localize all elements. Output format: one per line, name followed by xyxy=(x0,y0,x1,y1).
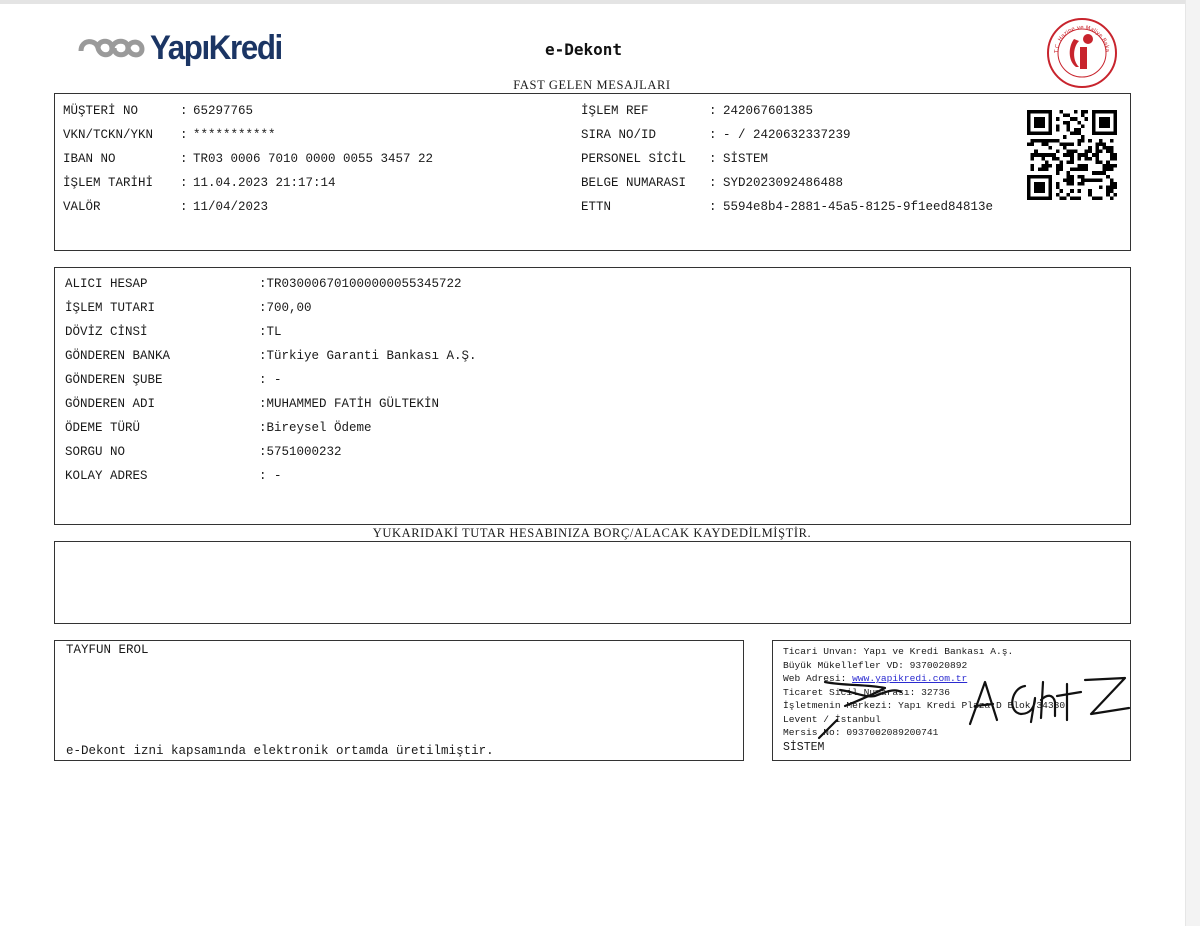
qr-module xyxy=(1031,139,1035,143)
qr-module xyxy=(1113,182,1117,186)
qr-module xyxy=(1088,139,1092,143)
qr-module xyxy=(1070,160,1074,164)
customer-field-separator: : xyxy=(180,200,188,214)
qr-module xyxy=(1074,150,1078,154)
qr-module xyxy=(1059,196,1063,200)
web-address-link[interactable]: www.yapikredi.com.tr xyxy=(852,673,968,684)
qr-module xyxy=(1070,150,1074,154)
qr-module xyxy=(1113,153,1117,157)
qr-module xyxy=(1077,153,1081,157)
qr-module xyxy=(1081,182,1085,186)
qr-module xyxy=(1081,153,1085,157)
qr-module xyxy=(1059,164,1063,168)
qr-module xyxy=(1045,142,1049,146)
qr-module xyxy=(1056,171,1060,175)
signer-label: SİSTEM xyxy=(783,741,825,754)
qr-module xyxy=(1067,142,1071,146)
qr-module xyxy=(1077,157,1081,161)
qr-module xyxy=(1110,153,1114,157)
qr-module xyxy=(1085,168,1089,172)
qr-module xyxy=(1103,171,1107,175)
customer-field-separator: : xyxy=(180,104,188,118)
customer-name: TAYFUN EROL xyxy=(66,643,149,657)
qr-module xyxy=(1031,164,1035,168)
qr-module xyxy=(1106,164,1110,168)
qr-module xyxy=(1067,121,1071,125)
qr-module xyxy=(1106,168,1110,172)
headquarters-city: Levent / İstanbul xyxy=(783,714,881,725)
qr-module xyxy=(1088,150,1092,154)
qr-module xyxy=(1099,186,1103,190)
transaction-ref-field-label: İŞLEM REF xyxy=(581,104,649,118)
transaction-details-box xyxy=(54,267,1131,525)
qr-module xyxy=(1063,146,1067,150)
transaction-ref-field-label: BELGE NUMARASI xyxy=(581,176,687,190)
transaction-field-label: KOLAY ADRES xyxy=(65,469,148,483)
qr-module xyxy=(1063,135,1067,139)
customer-field-value: *********** xyxy=(193,128,276,142)
qr-module xyxy=(1031,157,1035,161)
qr-module xyxy=(1077,139,1081,143)
headquarters: İşletmenin Merkezi: Yapı Kredi Plaza D Blok 34330 xyxy=(783,700,1066,711)
tax-office: Büyük Mükellefler VD: 9370020892 xyxy=(783,660,968,671)
transaction-ref-field-separator: : xyxy=(709,152,717,166)
qr-module xyxy=(1081,114,1085,118)
qr-module xyxy=(1113,193,1117,197)
transaction-field-label: GÖNDEREN BANKA xyxy=(65,349,171,363)
page-right-edge xyxy=(1185,0,1200,926)
qr-module xyxy=(1070,117,1074,121)
qr-module xyxy=(1063,142,1067,146)
qr-module xyxy=(1085,110,1089,114)
qr-module xyxy=(1110,157,1114,161)
qr-code-icon xyxy=(1027,110,1117,200)
qr-module xyxy=(1067,124,1071,128)
qr-module xyxy=(1034,182,1045,193)
transaction-field-label: İŞLEM TUTARI xyxy=(65,301,156,315)
qr-module xyxy=(1052,153,1056,157)
section-title-fast: FAST GELEN MESAJLARI xyxy=(513,78,671,92)
qr-module xyxy=(1113,164,1117,168)
transaction-field-value: :TL xyxy=(259,325,282,339)
qr-module xyxy=(1088,157,1092,161)
qr-module xyxy=(1110,150,1114,154)
transaction-field-label: ÖDEME TÜRÜ xyxy=(65,421,141,435)
qr-module xyxy=(1085,117,1089,121)
qr-module xyxy=(1059,168,1063,172)
qr-module xyxy=(1095,157,1099,161)
qr-module xyxy=(1099,142,1103,146)
qr-module xyxy=(1110,168,1114,172)
footer-left-box xyxy=(54,640,744,761)
qr-module xyxy=(1056,186,1060,190)
document-title: e-Dekont xyxy=(545,40,623,59)
transaction-ref-field-separator: : xyxy=(709,128,717,142)
qr-module xyxy=(1106,186,1110,190)
qr-module xyxy=(1045,168,1049,172)
qr-module xyxy=(1034,153,1038,157)
qr-module xyxy=(1049,153,1053,157)
customer-field-label: İŞLEM TARİHİ xyxy=(63,176,154,190)
qr-module xyxy=(1095,142,1099,146)
qr-module xyxy=(1077,189,1081,193)
qr-module xyxy=(1056,139,1060,143)
qr-module xyxy=(1067,128,1071,132)
qr-module xyxy=(1077,196,1081,200)
qr-module xyxy=(1059,160,1063,164)
transaction-ref-field-separator: : xyxy=(709,176,717,190)
qr-module xyxy=(1045,139,1049,143)
qr-module xyxy=(1085,164,1089,168)
qr-module xyxy=(1103,142,1107,146)
qr-module xyxy=(1045,160,1049,164)
qr-module xyxy=(1110,139,1114,143)
trade-name: Ticari Unvan: Yapı ve Kredi Bankası A.ş. xyxy=(783,646,1014,657)
qr-module xyxy=(1085,153,1089,157)
qr-module xyxy=(1074,168,1078,172)
yapikredi-mark-icon xyxy=(76,31,146,65)
qr-module xyxy=(1092,196,1096,200)
transaction-ref-field-label: ETTN xyxy=(581,200,612,214)
qr-module xyxy=(1077,182,1081,186)
transaction-ref-field-value: SYD2023092486488 xyxy=(723,176,844,190)
qr-module xyxy=(1056,117,1060,121)
qr-module xyxy=(1063,196,1067,200)
qr-module xyxy=(1077,168,1081,172)
transaction-field-label: GÖNDEREN ADI xyxy=(65,397,156,411)
transaction-ref-field-value: 5594e8b4-2881-45a5-8125-9f1eed84813e xyxy=(723,200,994,214)
qr-module xyxy=(1077,128,1081,132)
qr-module xyxy=(1092,171,1096,175)
qr-module xyxy=(1038,153,1042,157)
qr-module xyxy=(1063,178,1067,182)
qr-module xyxy=(1056,124,1060,128)
qr-module xyxy=(1110,189,1114,193)
qr-module xyxy=(1067,178,1071,182)
transaction-field-value: :700,00 xyxy=(259,301,312,315)
customer-field-value: 11/04/2023 xyxy=(193,200,269,214)
transaction-field-value: :MUHAMMED FATİH GÜLTEKİN xyxy=(259,397,440,411)
qr-module xyxy=(1088,189,1092,193)
qr-module xyxy=(1056,164,1060,168)
empty-notes-box xyxy=(54,541,1131,624)
customer-field-separator: : xyxy=(180,152,188,166)
customer-field-value: TR03 0006 7010 0000 0055 3457 22 xyxy=(193,152,434,166)
e-dekont-note: e-Dekont izni kapsamında elektronik ortamda üretilmiştir. xyxy=(66,744,494,758)
transaction-field-value: :5751000232 xyxy=(259,445,342,459)
qr-module xyxy=(1067,193,1071,197)
qr-module xyxy=(1070,189,1074,193)
footer-right-box xyxy=(772,640,1131,761)
qr-module xyxy=(1077,132,1081,136)
qr-module xyxy=(1056,150,1060,154)
transaction-ref-field-separator: : xyxy=(709,200,717,214)
qr-module xyxy=(1056,193,1060,197)
qr-module xyxy=(1041,153,1045,157)
transaction-field-value: : - xyxy=(259,469,282,483)
qr-module xyxy=(1077,175,1081,179)
qr-module xyxy=(1067,171,1071,175)
qr-module xyxy=(1099,117,1110,128)
qr-module xyxy=(1110,182,1114,186)
customer-field-label: VKN/TCKN/YKN xyxy=(63,128,154,142)
qr-module xyxy=(1070,182,1074,186)
qr-module xyxy=(1049,146,1053,150)
qr-module xyxy=(1081,164,1085,168)
qr-module xyxy=(1081,124,1085,128)
qr-module xyxy=(1110,196,1114,200)
qr-module xyxy=(1063,114,1067,118)
transaction-field-value: : - xyxy=(259,373,282,387)
customer-field-separator: : xyxy=(180,176,188,190)
qr-module xyxy=(1103,146,1107,150)
qr-module xyxy=(1034,139,1038,143)
qr-module xyxy=(1034,117,1045,128)
transaction-ref-field-value: SİSTEM xyxy=(723,152,769,166)
qr-module xyxy=(1099,150,1103,154)
qr-module xyxy=(1106,193,1110,197)
customer-field-label: MÜŞTERİ NO xyxy=(63,104,139,118)
transaction-field-value: :Bireysel Ödeme xyxy=(259,421,372,435)
qr-module xyxy=(1077,121,1081,125)
qr-module xyxy=(1045,153,1049,157)
transaction-field-label: SORGU NO xyxy=(65,445,126,459)
qr-module xyxy=(1088,193,1092,197)
qr-module xyxy=(1106,189,1110,193)
qr-module xyxy=(1085,178,1089,182)
qr-module xyxy=(1031,142,1035,146)
transaction-ref-field-label: SIRA NO/ID xyxy=(581,128,657,142)
qr-module xyxy=(1041,164,1045,168)
qr-module xyxy=(1110,186,1114,190)
qr-module xyxy=(1067,153,1071,157)
qr-module xyxy=(1081,139,1085,143)
qr-module xyxy=(1070,157,1074,161)
qr-module xyxy=(1074,128,1078,132)
qr-module xyxy=(1052,157,1056,161)
qr-module xyxy=(1088,146,1092,150)
qr-module xyxy=(1103,168,1107,172)
customer-info-box xyxy=(54,93,1131,251)
qr-module xyxy=(1099,139,1103,143)
qr-module xyxy=(1099,178,1103,182)
qr-module xyxy=(1081,110,1085,114)
qr-module xyxy=(1041,157,1045,161)
transaction-ref-field-separator: : xyxy=(709,104,717,118)
qr-module xyxy=(1095,160,1099,164)
qr-module xyxy=(1095,153,1099,157)
qr-module xyxy=(1070,196,1074,200)
qr-module xyxy=(1095,146,1099,150)
qr-module xyxy=(1092,153,1096,157)
qr-module xyxy=(1059,142,1063,146)
bank-logo xyxy=(76,28,293,68)
qr-module xyxy=(1110,146,1114,150)
qr-module xyxy=(1074,117,1078,121)
qr-module xyxy=(1031,153,1035,157)
qr-module xyxy=(1070,168,1074,172)
qr-module xyxy=(1041,139,1045,143)
qr-module xyxy=(1031,168,1035,172)
qr-module xyxy=(1095,150,1099,154)
qr-module xyxy=(1063,153,1067,157)
qr-module xyxy=(1067,114,1071,118)
web-address-label: Web Adresi: xyxy=(783,673,853,684)
qr-module xyxy=(1106,150,1110,154)
qr-module xyxy=(1110,164,1114,168)
qr-module xyxy=(1034,150,1038,154)
qr-module xyxy=(1056,182,1060,186)
qr-module xyxy=(1070,142,1074,146)
customer-field-value: 11.04.2023 21:17:14 xyxy=(193,176,336,190)
transaction-field-value: :Türkiye Garanti Bankası A.Ş. xyxy=(259,349,477,363)
qr-module xyxy=(1085,157,1089,161)
qr-module xyxy=(1027,142,1031,146)
customer-field-label: IBAN NO xyxy=(63,152,116,166)
customer-field-value: 65297765 xyxy=(193,104,254,118)
qr-module xyxy=(1092,178,1096,182)
qr-module xyxy=(1052,139,1056,143)
qr-module xyxy=(1085,150,1089,154)
qr-module xyxy=(1081,178,1085,182)
qr-module xyxy=(1074,132,1078,136)
qr-module xyxy=(1067,182,1071,186)
transaction-ref-field-value: - / 2420632337239 xyxy=(723,128,851,142)
qr-module xyxy=(1113,186,1117,190)
qr-module xyxy=(1074,110,1078,114)
qr-module xyxy=(1074,196,1078,200)
qr-module xyxy=(1110,178,1114,182)
qr-module xyxy=(1070,175,1074,179)
transaction-field-value: :TR030006701000000055345722 xyxy=(259,277,462,291)
transaction-ref-field-value: 242067601385 xyxy=(723,104,814,118)
page-top-edge xyxy=(0,0,1200,4)
qr-module xyxy=(1099,196,1103,200)
qr-module xyxy=(1106,175,1110,179)
trade-registry: Ticaret Sicil Numarası: 32736 xyxy=(783,687,950,698)
svg-text:T.C. Hazine ve Maliye Bakanlığ: T.C. Hazine ve Maliye Baka xyxy=(1053,24,1111,54)
qr-module xyxy=(1038,139,1042,143)
mersis-no: Mersis No: 0937002089200741 xyxy=(783,727,939,738)
qr-module xyxy=(1038,168,1042,172)
qr-module xyxy=(1059,110,1063,114)
transaction-field-label: ALICI HESAP xyxy=(65,277,148,291)
web-address xyxy=(783,673,967,684)
qr-module xyxy=(1067,160,1071,164)
qr-module xyxy=(1081,135,1085,139)
qr-module xyxy=(1067,175,1071,179)
qr-module xyxy=(1063,121,1067,125)
qr-module xyxy=(1049,164,1053,168)
qr-module xyxy=(1088,178,1092,182)
qr-module xyxy=(1081,175,1085,179)
qr-module xyxy=(1045,164,1049,168)
qr-module xyxy=(1056,128,1060,132)
qr-module xyxy=(1103,164,1107,168)
qr-module xyxy=(1070,178,1074,182)
qr-module xyxy=(1067,150,1071,154)
qr-module xyxy=(1081,168,1085,172)
notice-text: YUKARIDAKİ TUTAR HESABINIZA BORÇ/ALACAK KAYDEDİLMİŞTİR. xyxy=(372,526,812,540)
qr-module xyxy=(1070,153,1074,157)
qr-module xyxy=(1070,132,1074,136)
qr-module xyxy=(1095,171,1099,175)
qr-module xyxy=(1113,157,1117,161)
customer-field-separator: : xyxy=(180,128,188,142)
qr-module xyxy=(1099,171,1103,175)
qr-module xyxy=(1059,189,1063,193)
qr-module xyxy=(1106,160,1110,164)
qr-module xyxy=(1056,157,1060,161)
qr-module xyxy=(1049,139,1053,143)
qr-module xyxy=(1095,178,1099,182)
qr-module xyxy=(1041,168,1045,172)
transaction-ref-field-label: PERSONEL SİCİL xyxy=(581,152,687,166)
qr-module xyxy=(1095,196,1099,200)
qr-module xyxy=(1077,164,1081,168)
qr-module xyxy=(1056,168,1060,172)
qr-module xyxy=(1106,146,1110,150)
transaction-field-label: DÖVİZ CİNSİ xyxy=(65,325,148,339)
qr-module xyxy=(1077,142,1081,146)
customer-field-label: VALÖR xyxy=(63,200,101,214)
bank-name: YapıKredi xyxy=(150,28,282,67)
transaction-field-label: GÖNDEREN ŞUBE xyxy=(65,373,163,387)
qr-module xyxy=(1041,142,1045,146)
qr-module xyxy=(1099,160,1103,164)
